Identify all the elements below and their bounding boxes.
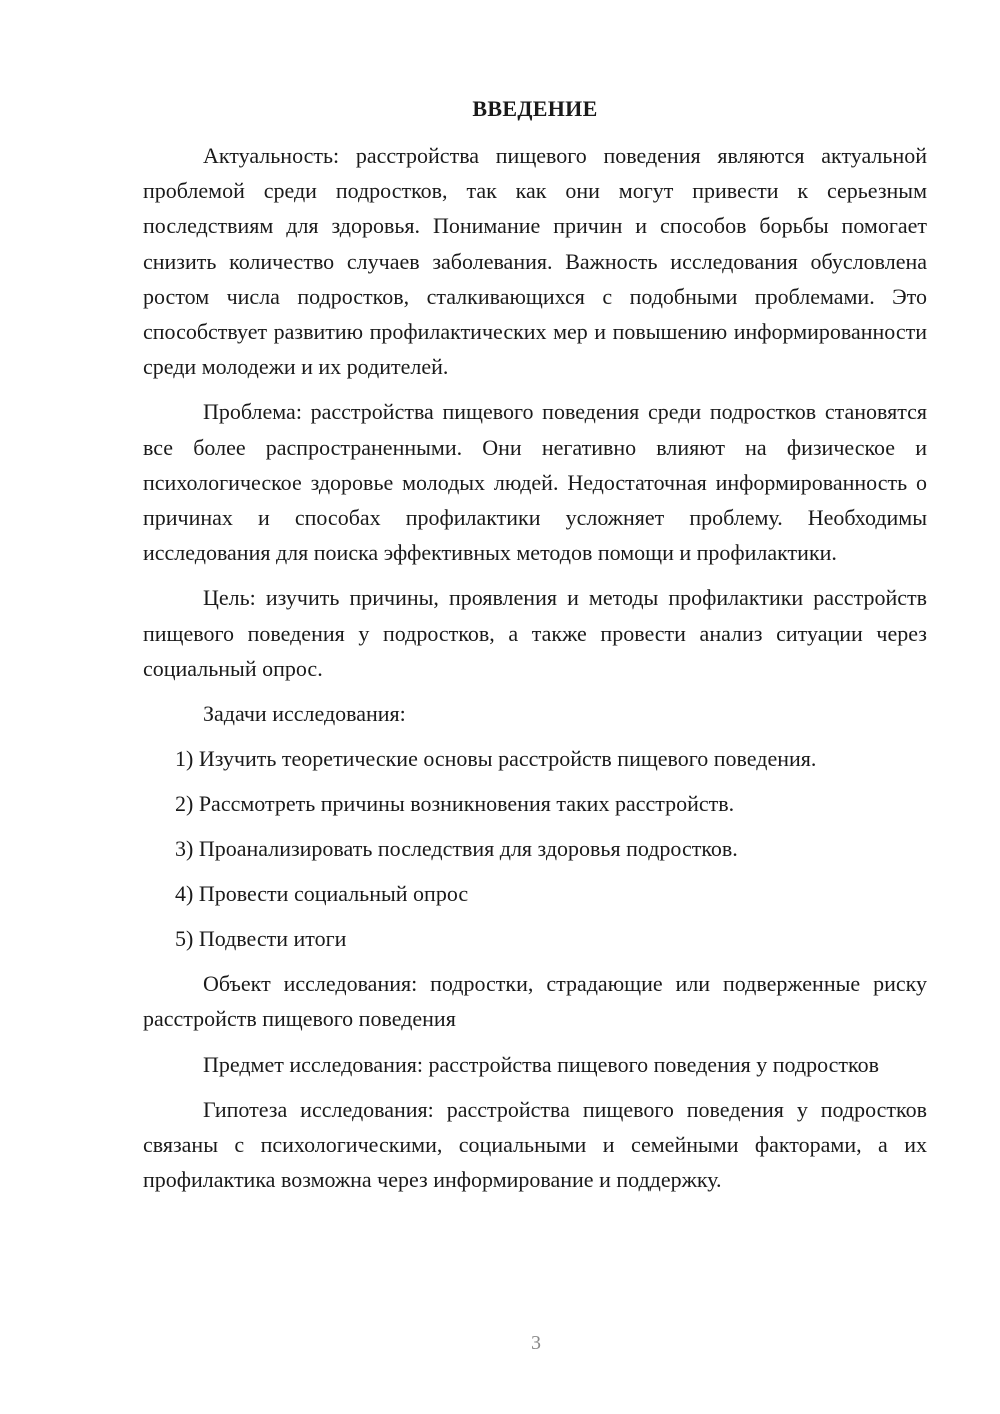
paragraph-subject: Предмет исследования: расстройства пищевого поведения у подростков — [203, 1051, 879, 1077]
task-item-1: 1) Изучить теоретические основы расстройств пищевого поведения. — [175, 746, 817, 772]
task-item-3: 3) Проанализировать последствия для здоровья подростков. — [175, 836, 738, 862]
task-item-2: 2) Рассмотреть причины возникновения таких расстройств. — [175, 791, 735, 817]
task-item-5: 5) Подвести итоги — [175, 926, 347, 952]
page-number: 3 — [531, 1332, 541, 1354]
paragraph-hypothesis: Гипотеза исследования: расстройства пищевого поведения у подростков связаны с психологическими, социальными и семейными факторами, а их профилактика возможна через информирование и поддержку. — [143, 1096, 927, 1193]
paragraph-problem: Проблема: расстройства пищевого поведения среди подростков становятся все более распространенными. Они негативно влияют на физическое и психологическое здоровье молодых людей. Недостаточная информированность о причинах и способах профилактики усложняет проблему. Необходимы исследования для поиска эффективных методов помощи и профилактики. — [143, 399, 927, 566]
tasks-heading: Задачи исследования: — [203, 701, 406, 727]
task-item-4: 4) Провести социальный опрос — [175, 881, 469, 907]
page-body — [143, 92, 927, 1207]
paragraph-relevance: Актуальность: расстройства пищевого поведения являются актуальной проблемой среди подростков, так как они могут привести к серьезным последствиям для здоровья. Понимание причин и способов борьбы помогает снизить количество случаев заболевания. Важность исследования обусловлена ростом числа подростков, сталкивающихся с подобными проблемами. Это способствует развитию профилактических мер и повышению информированности среди молодежи и их родителей. — [143, 143, 927, 380]
paragraph-object: Объект исследования: подростки, страдающие или подверженные риску расстройств пищевого поведения — [143, 971, 927, 1032]
section-title: ВВЕДЕНИЕ — [472, 96, 598, 121]
tasks-list — [143, 741, 927, 956]
paragraph-goal: Цель: изучить причины, проявления и методы профилактики расстройств пищевого поведения у подростков, а также провести анализ ситуации через социальный опрос. — [143, 585, 927, 681]
